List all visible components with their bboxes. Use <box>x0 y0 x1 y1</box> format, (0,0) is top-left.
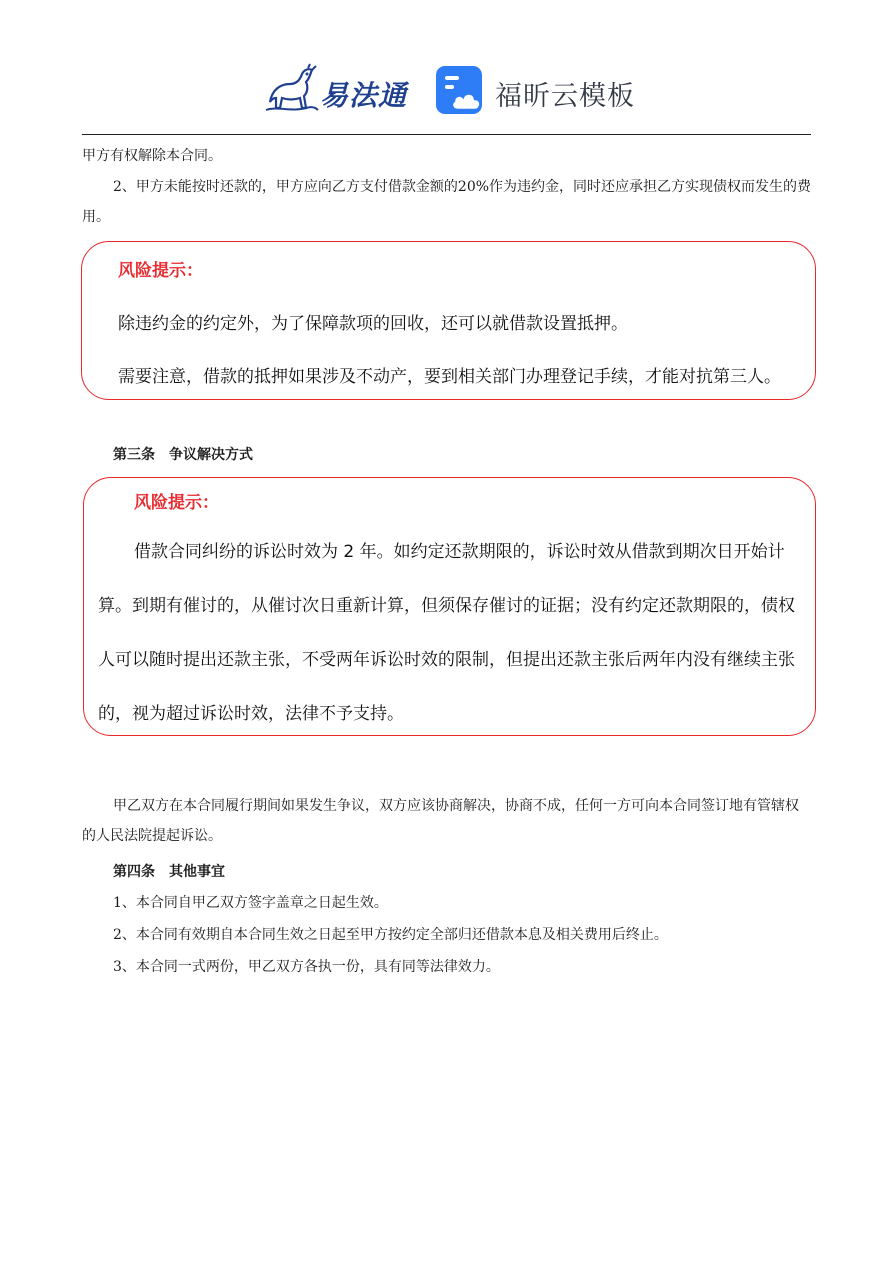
qilin-icon <box>262 62 322 118</box>
yifatong-brand-text: 易法通 <box>320 79 408 112</box>
article-4-heading: 第四条 其他事宜 <box>113 864 225 880</box>
paragraph-terminate: 甲方有权解除本合同。 <box>82 148 222 164</box>
list-item: 1、本合同自甲乙双方签字盖章之日起生效。 <box>113 895 388 911</box>
risk-tip-title: 风险提示： <box>118 261 203 281</box>
risk-tip-line: 除违约金的约定外，为了保障款项的回收，还可以就借款设置抵押。 <box>118 314 628 334</box>
risk-tip-title: 风险提示： <box>134 493 219 513</box>
paragraph-dispute: 甲乙双方在本合同履行期间如果发生争议，双方应该协商解决，协商不成，任何一方可向本合同签订地有管辖权的人民法院提起诉讼。 <box>82 798 799 844</box>
paragraph-penalty: 2、甲方未能按时还款的，甲方应向乙方支付借款金额的20%作为违约金，同时还应承担乙方实现债权而发生的费用。 <box>82 179 812 225</box>
risk-tip-line: 需要注意，借款的抵押如果涉及不动产，要到相关部门办理登记手续，才能对抗第三人。 <box>118 367 781 387</box>
cloud-document-icon <box>436 64 488 116</box>
risk-tip-box-1 <box>81 241 816 400</box>
article-3-heading: 第三条 争议解决方式 <box>113 447 253 463</box>
fuxin-brand-text: 福昕云模板 <box>495 81 635 112</box>
header-divider <box>82 134 811 135</box>
page-header <box>0 56 893 126</box>
fuxin-logo <box>436 64 636 120</box>
list-item: 2、本合同有效期自本合同生效之日起至甲方按约定全部归还借款本息及相关费用后终止。 <box>113 927 668 943</box>
list-item: 3、本合同一式两份，甲乙双方各执一份，具有同等法律效力。 <box>113 959 500 975</box>
risk-tip-paragraph: 借款合同纠纷的诉讼时效为 2 年。如约定还款期限的，诉讼时效从借款到期次日开始计算。到期有催讨的，从催讨次日重新计算，但须保存催讨的证据；没有约定还款期限的，债权人可以随时提出还款主张，不受两年诉讼时效的限制，但提出还款主张后两年内没有继续主张的，视为超过诉讼时效，法律不予支持。 <box>98 542 795 724</box>
risk-tip-box-2 <box>83 477 816 736</box>
yifatong-logo <box>262 62 412 118</box>
